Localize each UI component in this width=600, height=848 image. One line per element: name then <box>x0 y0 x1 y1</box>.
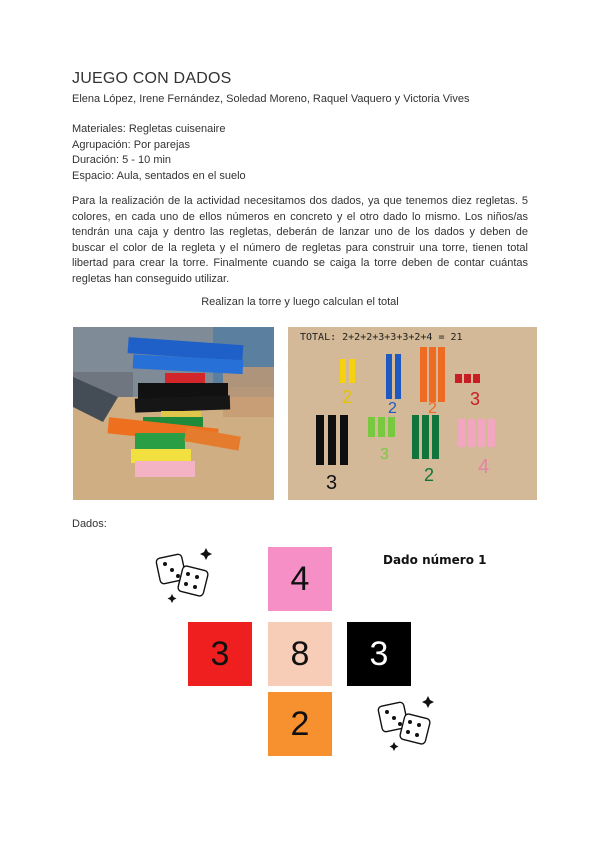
tile-bottom-value: 2 <box>290 704 310 743</box>
total-equation: TOTAL: 2+2+2+3+3+3+2+4 = 21 <box>300 332 463 343</box>
page-title: JUEGO CON DADOS <box>72 70 232 87</box>
count-yellow: 2 <box>342 387 353 407</box>
count-pink: 4 <box>478 456 490 478</box>
count-red: 3 <box>470 389 481 409</box>
tile-right <box>347 622 411 686</box>
tile-left <box>188 622 252 686</box>
tile-right-value: 3 <box>369 634 389 673</box>
description-paragraph: Para la realización de la actividad necesitamos dos dados, ya que tenemos diez regletas. 5 colores, en cada uno de ellos números en concreto y el otro dado lo mismo. Los niños/as tendrán una caja y dentro las regletas, deberán de lanzar uno de los dados y deben de buscar el color de la regleta y el número de regletas para construir una torre, tienen total libertad para crear la torre. Finalmente cuando se caiga la torre deben de contar cuántas regletas han conseguido utilizar. <box>72 195 528 285</box>
count-blue: 2 <box>388 400 397 417</box>
authors-line: Elena López, Irene Fernández, Soledad Moreno, Raquel Vaquero y Victoria Vives <box>72 93 470 105</box>
count-lightgreen: 3 <box>380 446 389 463</box>
duration-line: Duración: 5 - 10 min <box>72 154 172 166</box>
grouping-line: Agrupación: Por parejas <box>72 138 191 151</box>
materials-line: Materiales: Regletas cuisenaire <box>72 123 226 135</box>
rods-photo <box>288 327 537 500</box>
dice-label: Dados: <box>72 518 107 530</box>
tile-center-value: 8 <box>290 634 310 673</box>
dice-icon <box>150 544 224 606</box>
rods-illustration <box>288 327 537 500</box>
tile-left-value: 3 <box>210 634 230 673</box>
count-darkgreen: 2 <box>424 465 435 485</box>
materials-block <box>72 122 246 184</box>
count-orange: 2 <box>428 400 437 417</box>
dice-number-title: Dado número 1 <box>383 553 487 567</box>
tile-center <box>268 622 332 686</box>
tower-photo <box>73 327 274 500</box>
tower-illustration <box>73 327 274 500</box>
dice-icon <box>372 692 446 754</box>
tile-top <box>268 547 332 611</box>
space-line: Espacio: Aula, sentados en el suelo <box>72 169 246 182</box>
photos-caption: Realizan la torre y luego calculan el total <box>201 296 399 308</box>
tile-bottom <box>268 692 332 756</box>
count-black: 3 <box>326 472 338 494</box>
tile-top-value: 4 <box>290 559 310 598</box>
